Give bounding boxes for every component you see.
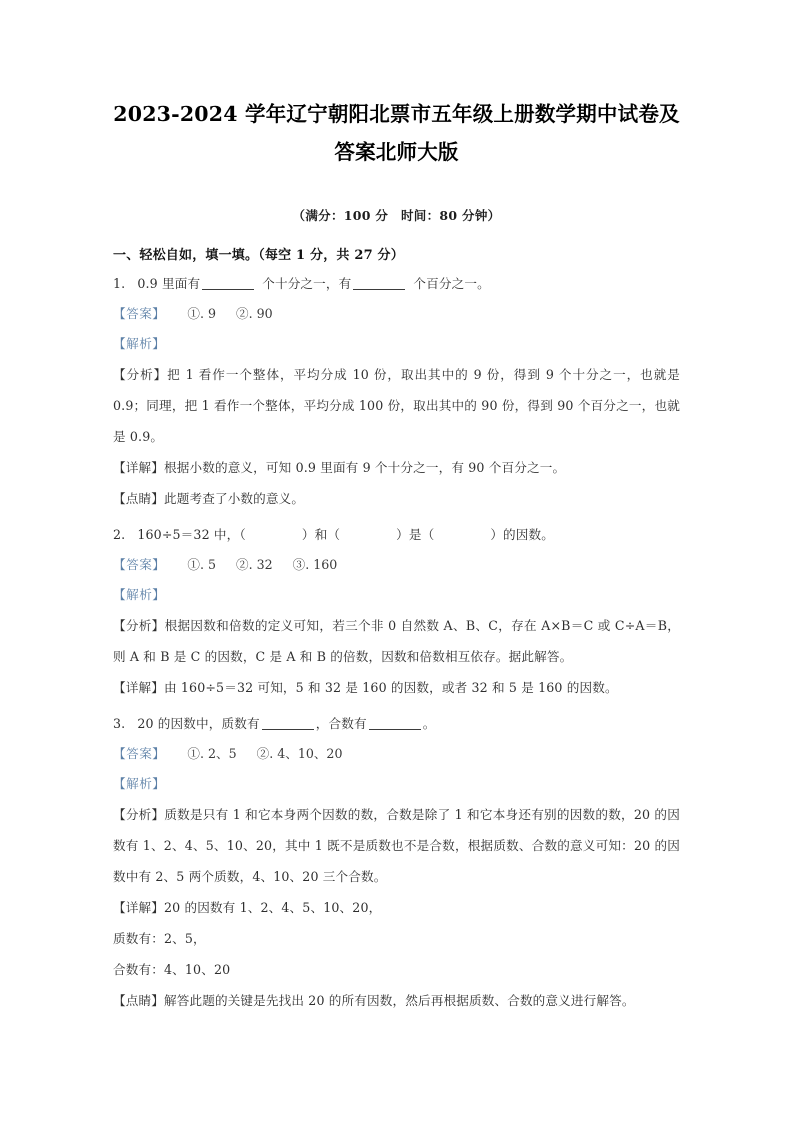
answer-slot: ②. 4、10、20 bbox=[256, 745, 343, 761]
question-2-detail: 【详解】由 160÷5＝32 可知，5 和 32 是 160 的因数，或者 32 和 5 是 160 的因数。 bbox=[113, 679, 618, 695]
question-3-text-b: ，合数有 bbox=[315, 715, 367, 731]
question-3-analysis: 【分析】质数是只有 1 和它本身两个因数的数，合数是除了 1 和它本身还有别的因数的数，20 的因数有 1、2、4、5、10、20，其中 1 既不是质数也不是合数，根据质数、合数的意义可知：20 的因数中有 2、5 两个质数，4、10、20 三个合数。 bbox=[113, 806, 680, 884]
answer-label: 【答案】 bbox=[113, 745, 166, 761]
answer-label: 【答案】 bbox=[113, 556, 166, 572]
question-3-text-c: 。 bbox=[422, 715, 436, 731]
answer-slot: ①. 2、5 bbox=[187, 745, 237, 761]
question-3-detail: 【详解】20 的因数有 1、2、4、5、10、20， bbox=[113, 899, 382, 915]
question-3-detail-line-3: 合数有：4、10、20 bbox=[113, 961, 231, 977]
question-2-number: 2. bbox=[113, 526, 126, 542]
answer-slot: ②. 90 bbox=[236, 305, 273, 321]
question-3-text-a: 20 的因数中，质数有 bbox=[137, 715, 260, 731]
question-3-blank-2 bbox=[369, 729, 421, 730]
question-1-detail: 【详解】根据小数的意义，可知 0.9 里面有 9 个十分之一，有 90 个百分之一。 bbox=[113, 459, 566, 475]
question-2-analysis-header: 【解析】 bbox=[113, 586, 166, 602]
answer-slot: ①. 5 bbox=[187, 556, 216, 572]
question-3-blank-1 bbox=[262, 729, 314, 730]
answer-slot: ①. 9 bbox=[187, 305, 216, 321]
question-1-highlight: 【点睛】此题考查了小数的意义。 bbox=[113, 490, 305, 506]
question-1-number: 1. bbox=[113, 275, 126, 291]
question-1-analysis-header: 【解析】 bbox=[113, 335, 166, 351]
question-2-text-a: 160÷5＝32 中，（ bbox=[137, 526, 246, 542]
question-1-blank-2 bbox=[353, 289, 405, 290]
question-3-analysis-header: 【解析】 bbox=[113, 775, 166, 791]
question-1-answer-row bbox=[113, 299, 680, 329]
question-1-stem bbox=[113, 268, 680, 299]
question-3-answer-row bbox=[113, 739, 680, 769]
question-1-text-c: 个百分之一。 bbox=[413, 275, 490, 291]
question-2-text-c: ）是（ bbox=[396, 526, 435, 542]
question-1-text-a: 0.9 里面有 bbox=[137, 275, 201, 291]
question-1-blank-1 bbox=[202, 289, 254, 290]
answer-slot: ②. 32 bbox=[236, 556, 273, 572]
question-1-analysis: 【分析】把 1 看作一个整体，平均分成 10 份，取出其中的 9 份，得到 9 个十分之一，也就是 0.9；同理，把 1 看作一个整体，平均分成 100 份，取出其中的 90 份，得到 90 个百分之一，也就是 0.9。 bbox=[113, 366, 680, 444]
question-2-text-b: ）和（ bbox=[301, 526, 341, 542]
question-3-stem bbox=[113, 708, 680, 739]
answer-slot: ③. 160 bbox=[292, 556, 338, 572]
question-2-analysis: 【分析】根据因数和倍数的定义可知，若三个非 0 自然数 A、B、C，存在 A×B＝C 或 C÷A＝B，则 A 和 B 是 C 的因数，C 是 A 和 B 的倍数，因数和倍数相互依存。据此解答。 bbox=[113, 617, 680, 664]
question-1-answers bbox=[187, 306, 292, 321]
question-2-answer-row bbox=[113, 550, 680, 580]
answer-label: 【答案】 bbox=[113, 305, 166, 321]
question-2-text-d: ）的因数。 bbox=[490, 526, 555, 542]
question-2-stem bbox=[113, 519, 680, 550]
question-2-answers bbox=[187, 557, 357, 572]
question-3-answers bbox=[187, 746, 362, 761]
question-3-number: 3. bbox=[113, 715, 126, 731]
section-heading-1: 一、轻松自如，填一填。（每空 1 分，共 27 分） bbox=[113, 247, 404, 263]
question-3-highlight: 【点睛】解答此题的关键是先找出 20 的所有因数，然后再根据质数、合数的意义进行解答。 bbox=[113, 992, 635, 1008]
question-1-text-b: 个十分之一，有 bbox=[262, 275, 352, 291]
page-title: 2023-2024 学年辽宁朝阳北票市五年级上册数学期中试卷及答案北师大版 bbox=[113, 102, 680, 164]
exam-info: （满分：100 分 时间：80 分钟） bbox=[292, 207, 501, 223]
question-3-detail-line-2: 质数有：2、5， bbox=[113, 930, 206, 946]
